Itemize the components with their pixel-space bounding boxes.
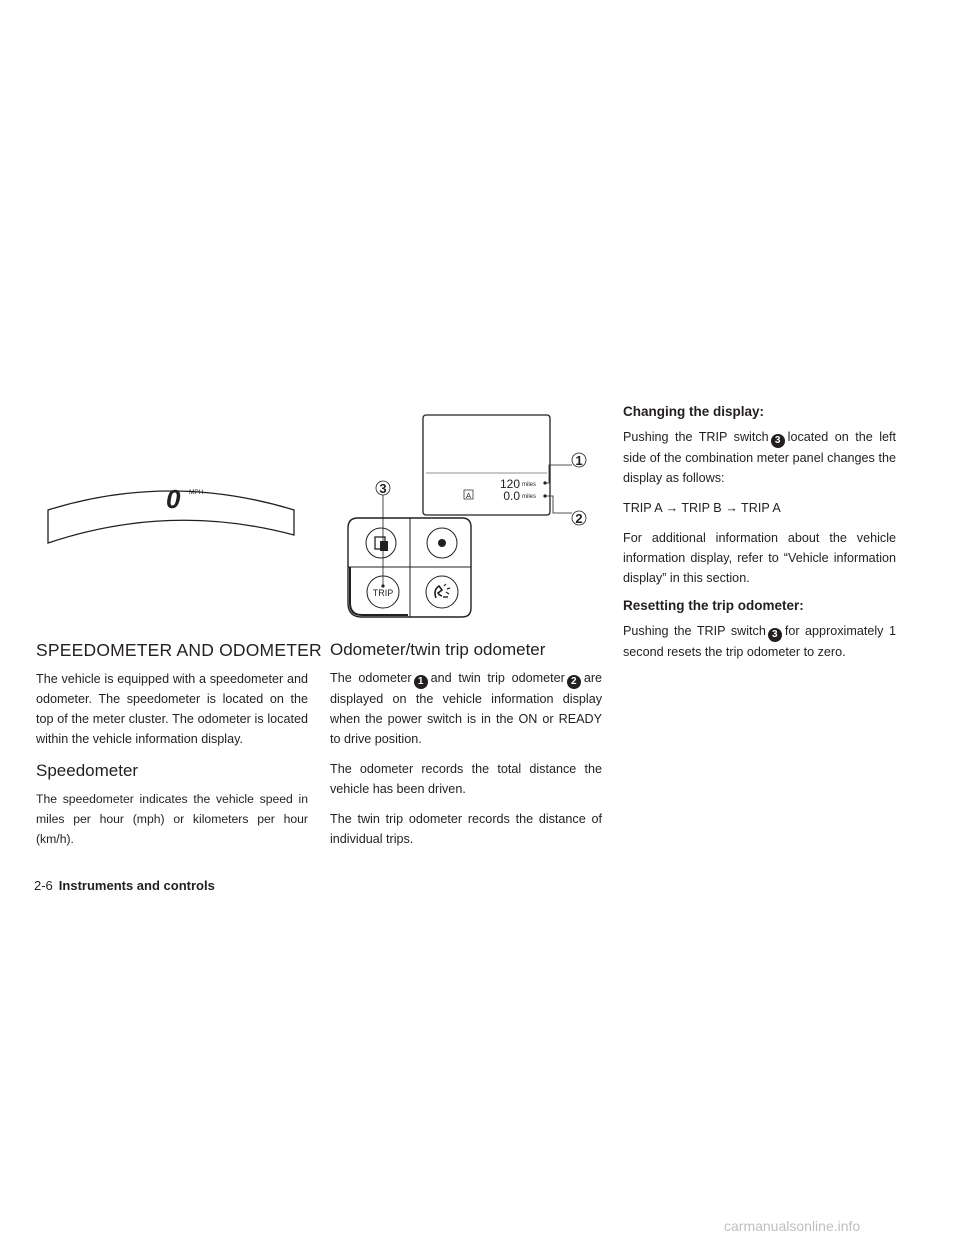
speedometer-heading: Speedometer (36, 761, 139, 780)
changing-paragraph-1: Pushing the TRIP switch 3 located on the left side of the combination meter panel changes the display as follows: (623, 430, 896, 485)
trip-sequence: TRIP A → TRIP B → TRIP A (623, 501, 781, 515)
callout-inline-3b: 3 (768, 628, 782, 642)
resetting-paragraph: Pushing the TRIP switch 3 for approximately 1 second resets the trip odometer to zero. (623, 624, 896, 659)
brightness-button[interactable] (426, 576, 458, 608)
changing-heading: Changing the display: (623, 404, 765, 419)
vehicle-info-display (423, 415, 550, 515)
odometer-unit: miles (522, 482, 537, 488)
column-left (36, 640, 322, 849)
select-button[interactable] (427, 528, 457, 558)
resetting-heading: Resetting the trip odometer: (623, 598, 804, 613)
column-right (623, 404, 896, 662)
section-intro: The vehicle is equipped with a speedometer and odometer. The speedometer is located on the top of the meter cluster. The odometer is located within the vehicle information display. (36, 672, 308, 746)
odometer-heading: Odometer/twin trip odometer (330, 640, 546, 659)
section-title: SPEEDOMETER AND ODOMETER (36, 640, 322, 660)
speedometer-value: 0 (166, 484, 181, 514)
speedometer-unit: MPH (189, 489, 204, 496)
callout-3 (376, 481, 390, 496)
callout-2 (572, 511, 586, 526)
svg-text:1: 1 (575, 453, 583, 468)
odometer-paragraph-1: The odometer 1 and twin trip odometer 2 are displayed on the vehicle information display when the power switch is in the ON or READY to drive position. (330, 671, 603, 746)
display-mode-button[interactable] (366, 528, 396, 558)
callout-inline-1: 1 (414, 675, 428, 689)
column-middle (330, 640, 602, 849)
page-footer (34, 878, 215, 893)
speedometer-body: The speedometer indicates the vehicle speed in miles per hour (mph) or kilometers per hour (km/h). (36, 792, 308, 846)
callout-inline-2: 2 (567, 675, 581, 689)
odometer-value: 120 (499, 477, 520, 491)
callout-1 (572, 453, 586, 468)
watermark: carmanualsonline.info (724, 1218, 861, 1234)
meter-display-figure (340, 410, 600, 630)
svg-text:3: 3 (379, 481, 387, 496)
odometer-paragraph-2: The odometer records the total distance the vehicle has been driven. (330, 762, 602, 796)
callout-inline-3: 3 (771, 434, 785, 448)
changing-paragraph-2: For additional information about the vehicle information display, refer to “Vehicle information display” in this section. (623, 531, 896, 585)
trip-unit: miles (522, 494, 537, 500)
odometer-paragraph-3: The twin trip odometer records the distance of individual trips. (330, 812, 602, 846)
svg-text:TRIP: TRIP (372, 588, 394, 598)
page-number: 2-6 (34, 878, 53, 893)
speedometer-figure (40, 478, 302, 552)
trip-label: A (465, 491, 472, 500)
trip-value: 0.0 (503, 489, 520, 503)
chapter-title: Instruments and controls (58, 878, 215, 893)
svg-text:2: 2 (575, 511, 583, 526)
